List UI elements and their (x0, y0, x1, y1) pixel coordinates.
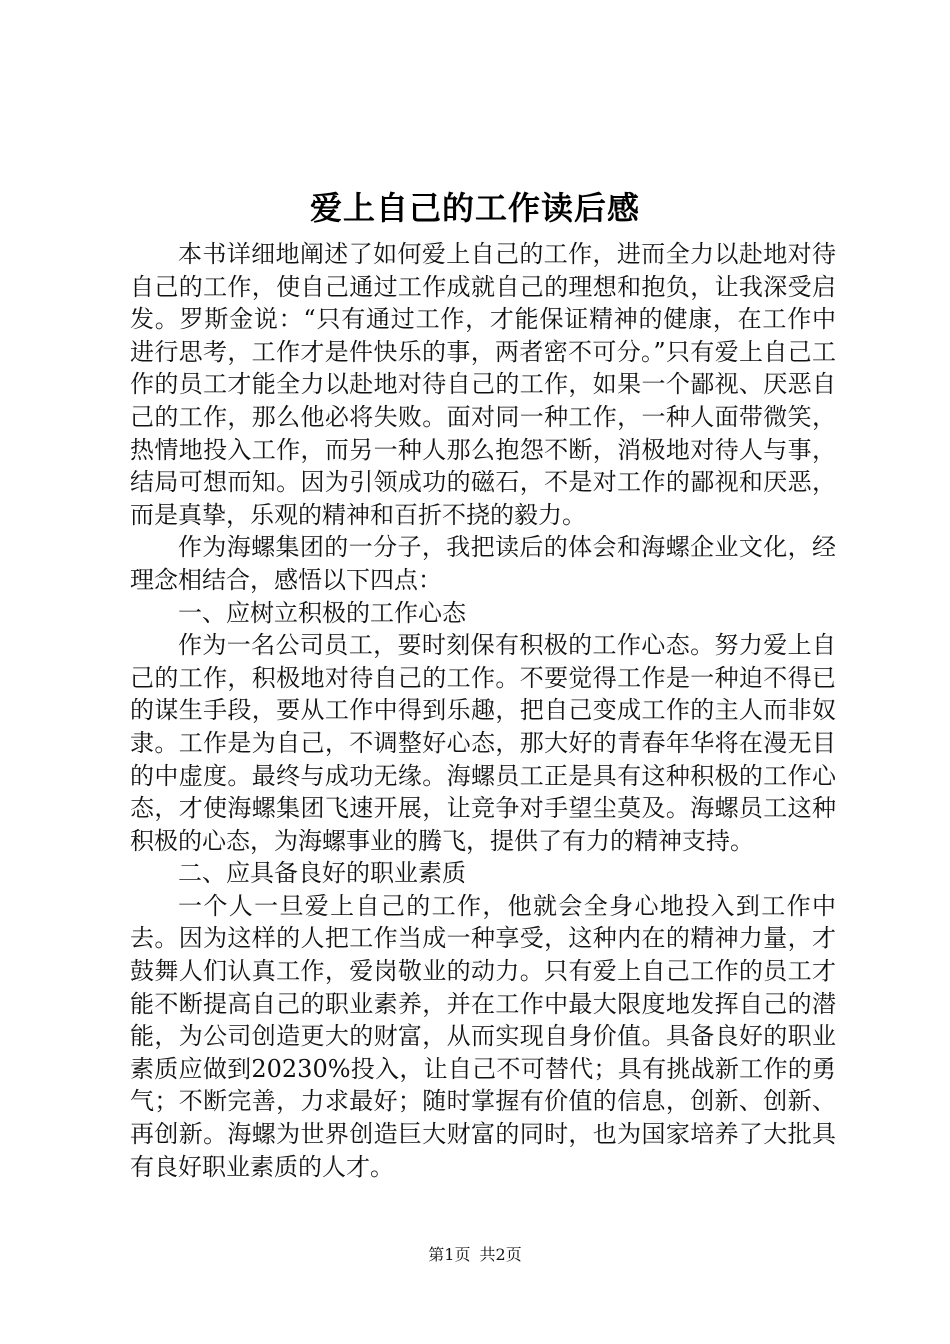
document-body (130, 238, 836, 1183)
section-heading-1: 一、应树立积极的工作心态 (178, 598, 466, 627)
page-footer (0, 1244, 950, 1266)
paragraph-section-2: 一个人一旦爱上自己的工作，他就会全身心地投入到工作中去。因为这样的人把工作当成一种享受，这种内在的精神力量，才鼓舞人们认真工作，爱岗敬业的动力。只有爱上自己工作的员工才能不断提高自己的职业素养，并在工作中最大限度地发挥自己的潜能，为公司创造更大的财富，从而实现自身价值。具备良好的职业素质应做到20230%投入，让自己不可替代；具有挑战新工作的勇气；不断完善，力求最好；随时掌握有价值的信息，创新、创新、再创新。海螺为世界创造巨大财富的同时，也为国家培养了大批具有良好职业素质的人才。 (130, 891, 836, 1181)
page-total: 共2页 (479, 1245, 522, 1264)
paragraph-intro: 本书详细地阐述了如何爱上自己的工作，进而全力以赴地对待自己的工作，使自己通过工作成就自己的理想和抱负，让我深受启发。罗斯金说：“只有通过工作，才能保证精神的健康，在工作中进行思考，工作才是件快乐的事，两者密不可分。”只有爱上自己工作的员工才能全力以赴地对待自己的工作，如果一个鄙视、厌恶自己的工作，那么他必将失败。面对同一种工作，一种人面带微笑，热情地投入工作，而另一种人那么抱怨不断，消极地对待人与事，结局可想而知。因为引领成功的磁石，不是对工作的鄙视和厌恶，而是真挚，乐观的精神和百折不挠的毅力。 (130, 240, 836, 529)
document-title: 爱上自己的工作读后感 (309, 189, 640, 227)
section-heading-2: 二、应具备良好的职业素质 (178, 859, 466, 888)
paragraph-section-1: 作为一名公司员工，要时刻保有积极的工作心态。努力爱上自己的工作，积极地对待自己的工作。不要觉得工作是一种迫不得已的谋生手段，要从工作中得到乐趣，把自己变成工作的主人而非奴隶。工作是为自己，不调整好心态，那大好的青春年华将在漫无目的中虚度。最终与成功无缘。海螺员工正是具有这种积极的工作心态，才使海螺集团飞速开展，让竞争对手望尘莫及。海螺员工这种积极的心态，为海螺事业的腾飞，提供了有力的精神支持。 (130, 631, 836, 855)
page-number: 第1页 (428, 1245, 471, 1264)
paragraph-context: 作为海螺集团的一分子，我把读后的体会和海螺企业文化，经理念相结合，感悟以下四点： (130, 533, 836, 594)
